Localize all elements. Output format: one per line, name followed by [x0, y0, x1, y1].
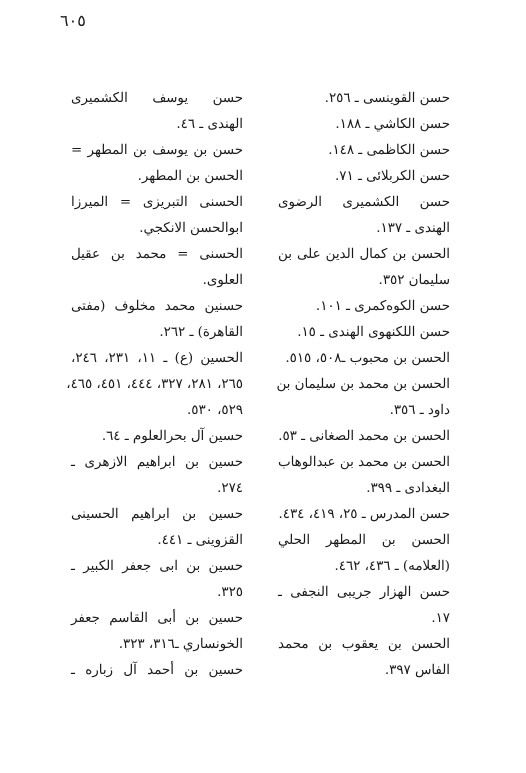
index-entry-line: حسن الهزار جريبى النجفى ـ — [278, 585, 450, 600]
index-entry-line: الهندى ـ ٤٦. — [176, 117, 243, 132]
index-entry-line: البغدادى ـ ٣٩٩. — [366, 481, 450, 496]
index-entry-line: حسن الكاظمى ـ ١٤٨. — [328, 143, 450, 158]
index-entry-line: حسن اللكنهوى الهندى ـ ١٥. — [297, 325, 450, 340]
index-entry-line: ٥٢٩، ٥٣٠. — [186, 403, 243, 418]
index-entry-line: حسنين محمد مخلوف (مفتى — [71, 299, 243, 314]
index-entry-line: الحسن بن محمد الصغانى ـ ٥٣. — [278, 429, 450, 444]
index-entry-line: حسين بن ابراهيم الحسينى — [71, 507, 243, 522]
index-entry-line: الحسين (ع) ـ ١١، ٢٣١، ٢٤٦، — [71, 351, 243, 366]
index-entry-line: القاهرة) ـ ٢٦٢. — [159, 325, 243, 340]
index-entry-line: الحسنى = محمد بن عقيل — [71, 247, 243, 262]
index-entry-line: الهندى ـ ١٣٧. — [376, 221, 450, 236]
index-entry-line: الحسنى التبريزى = الميرزا — [71, 195, 243, 210]
index-entry-line: حسن الكشميرى الرضوى — [278, 195, 450, 210]
index-entry-line: حسن الكربلائى ـ ٧١. — [335, 169, 450, 184]
index-entry-line: ٣٢٥. — [217, 585, 243, 600]
index-entry-line: الحسن بن كمال الدين على بن — [278, 247, 450, 262]
index-entry-line: حسن المدرس ـ ٢٥، ٤١٩، ٤٣٤. — [278, 507, 450, 522]
index-entry-line: حسين بن ابى جعفر الكبير ـ — [71, 559, 243, 574]
index-entry-line: حسن الكوه‌كمرى ـ ١٠١. — [315, 299, 450, 314]
index-entry-line: ابوالحسن الانكجي. — [139, 221, 243, 236]
index-entry-line: حسن القوينسى ـ ٢٥٦. — [324, 91, 450, 106]
index-entry-line: سليمان ٣٥٢. — [378, 273, 450, 288]
index-entry-line: الحسن بن محبوب ـ٥٠٨، ٥١٥. — [285, 351, 450, 366]
index-entry-line: ١٧. — [431, 611, 450, 626]
index-entry-line: حسن بن يوسف بن المطهر = — [71, 143, 243, 158]
index-entry-line: ٢٧٤. — [217, 481, 243, 496]
index-entry-line: حسين بن أبى القاسم جعفر — [71, 611, 243, 626]
index-entry-line: حسين آل بحرالعلوم ـ ٦٤. — [101, 429, 243, 444]
index-entry-line: الخونساري ـ٣١٦، ٣٢٣. — [118, 637, 243, 652]
index-entry-line: الحسن بن المطهر الحلي — [278, 533, 450, 548]
index-entry-line: الحسن بن المطهر. — [137, 169, 243, 184]
index-entry-line: القزوينى ـ ٤٤١. — [157, 533, 243, 548]
index-entry-line: الحسن بن محمد بن سليمان بن — [276, 377, 450, 392]
index-entry-line: الحسن بن يعقوب بن محمد — [278, 637, 450, 652]
index-entry-line: داود ـ ٣٥٦. — [389, 403, 450, 418]
index-entry-line: العلوى. — [202, 273, 243, 288]
index-entry-line: حسن يوسف الكشميرى — [71, 91, 243, 106]
index-entry-line: حسين بن أحمد آل زباره ـ — [71, 663, 243, 678]
index-entry-line: الفاس ٣٩٧. — [384, 663, 450, 678]
index-entry-line: (العلامه) ـ ٤٣٦، ٤٦٢. — [334, 559, 450, 574]
index-entry-line: ٢٦٥، ٢٨١، ٣٢٧، ٤٤٤، ٤٥١، ٤٦٥، — [66, 377, 243, 392]
index-entry-line: حسن الكاشي ـ ١٨٨. — [335, 117, 450, 132]
index-entry-line: حسين بن ابراهيم الازهرى ـ — [71, 455, 243, 470]
index-entry-line: الحسن بن محمد بن عبدالوهاب — [278, 455, 450, 470]
page-number: ٦٠٥ — [60, 11, 86, 30]
